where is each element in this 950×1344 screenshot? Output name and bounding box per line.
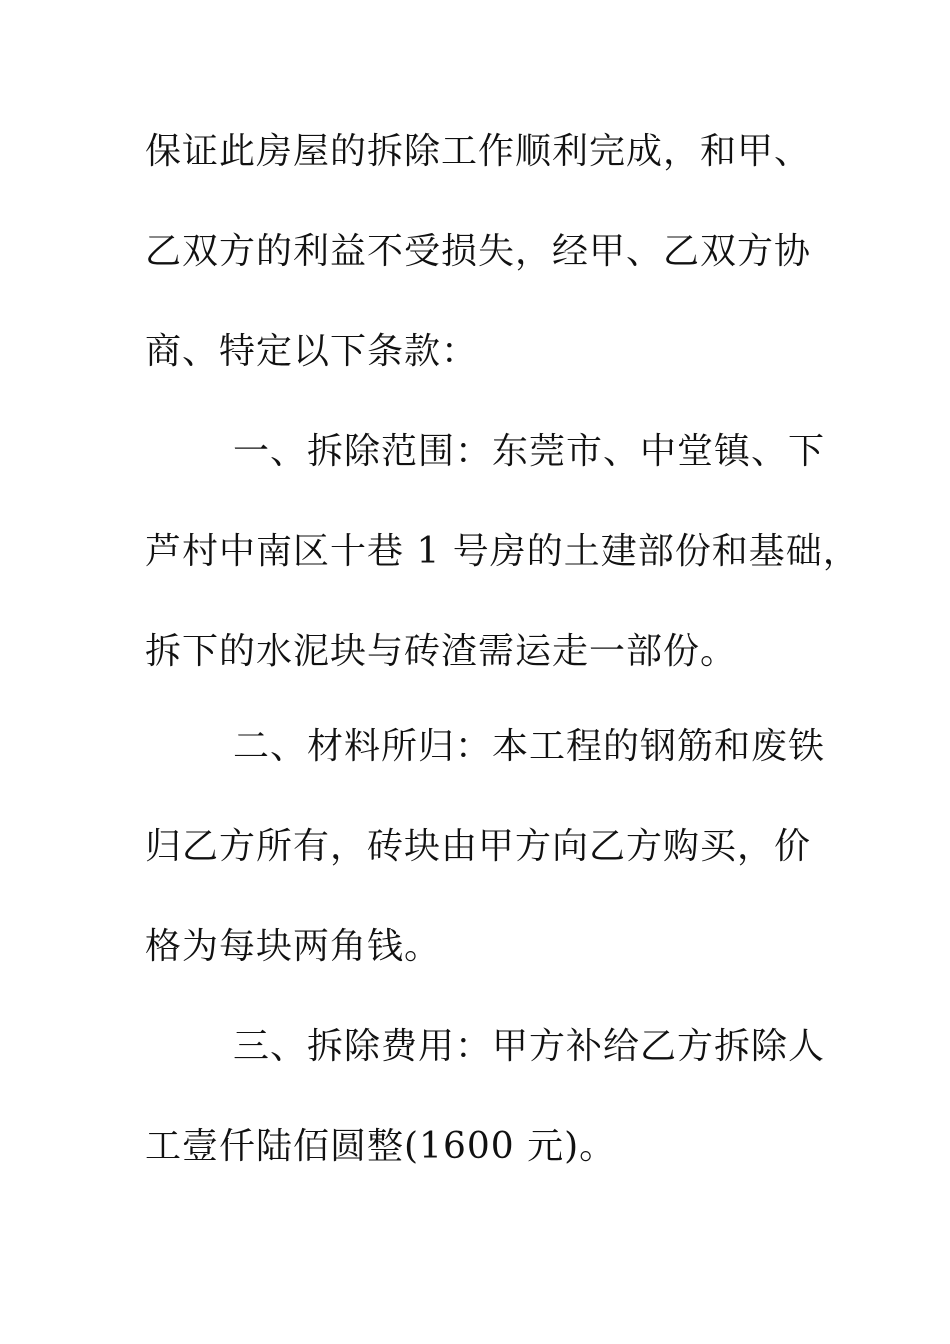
- paragraph-line: 归乙方所有，砖块由甲方向乙方购买，价: [145, 826, 812, 867]
- paragraph-line: 拆下的水泥块与砖渣需运走一部份。: [145, 631, 738, 672]
- paragraph-line: 工壹仟陆佰圆整(1600 元)。: [145, 1126, 617, 1167]
- clause-1-line: 一、拆除范围：东莞市、中堂镇、下: [233, 431, 826, 472]
- paragraph-line: 乙双方的利益不受损失，经甲、乙双方协: [145, 231, 812, 272]
- paragraph-line: 保证此房屋的拆除工作顺利完成，和甲、: [145, 131, 812, 172]
- paragraph-line: 芦村中南区十巷 1 号房的土建部份和基础，: [145, 531, 860, 572]
- clause-2-line: 二、材料所归：本工程的钢筋和废铁: [233, 726, 826, 767]
- clause-3-line: 三、拆除费用：甲方补给乙方拆除人: [233, 1026, 826, 1067]
- paragraph-line: 格为每块两角钱。: [145, 926, 442, 967]
- paragraph-line: 商、特定以下条款：: [145, 331, 479, 372]
